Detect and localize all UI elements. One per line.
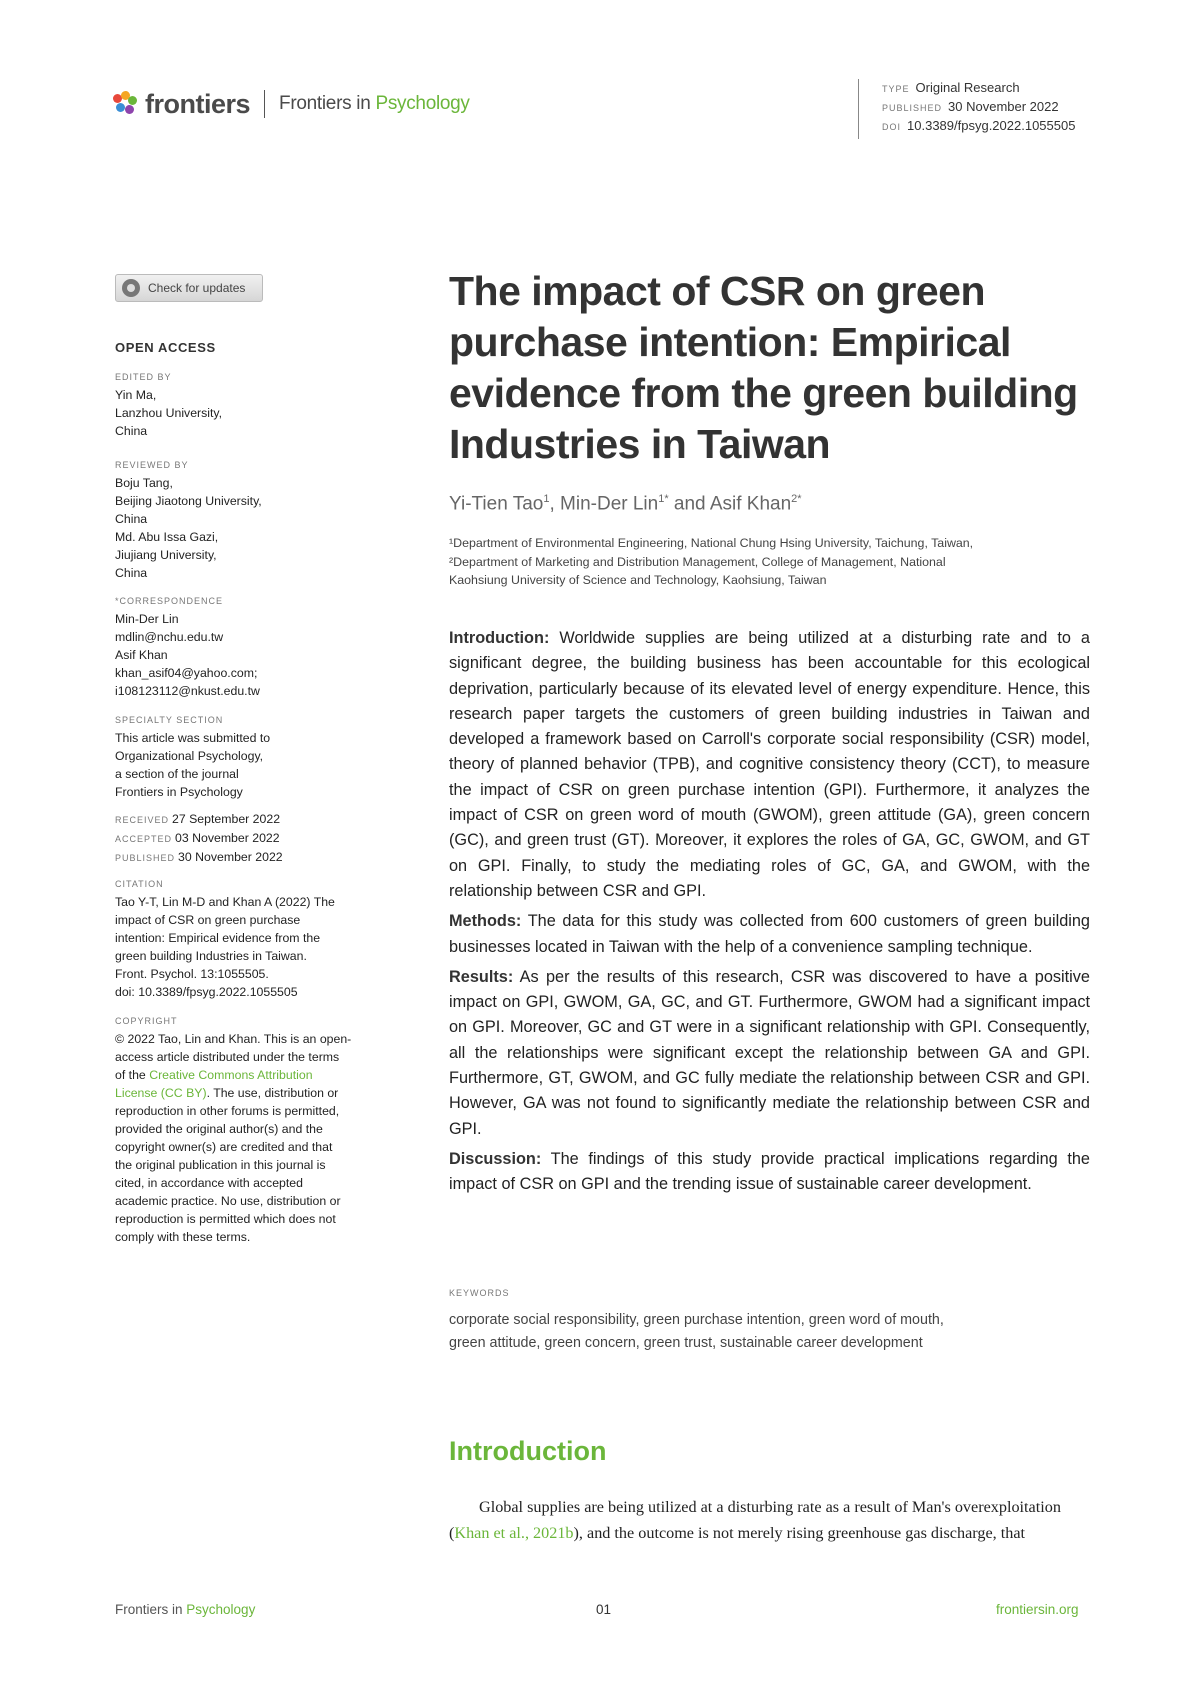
copyright-section: COPYRIGHT © 2022 Tao, Lin and Khan. This is an open- access article distributed under the terms of the Creative Commons Attribution License (CC BY). The use, distribution or reproduction in other forums is permitted, provided the original author(s) and the copyright owner(s) are credited and that the original publication in this journal is cited, in accordance with accepted academic practice. No use, distribution or reproduction is permitted which does not comply with these terms. (115, 1016, 352, 1244)
abstract-discussion: Discussion: The findings of this study provide practical implications regarding the impact of CSR on GPI and the trending issue of sustainable career development. (449, 1149, 1090, 1194)
edited-by-section: EDITED BY Yin Ma, Lanzhou University, China (115, 372, 223, 438)
keywords-label: KEYWORDS (449, 1288, 510, 1298)
article-meta (858, 79, 1075, 139)
correspondence-section: *CORRESPONDENCE Min-Der Lin mdlin@nchu.edu.tw Asif Khan khan_asif04@yahoo.com; i108123112@nkust.edu.tw (115, 594, 405, 700)
abstract-introduction: Introduction: Worldwide supplies are being utilized at a disturbing rate and to a significant degree, the building business has been accountable for this ecological deprivation, particularly because of its elevated level of energy expenditure. Hence, this research paper targets the customers of green building industries in Taiwan and developed a framework based on Carroll's corporate social responsibility (CSR) model, theory of planned behavior (TPB), and cognitive consistency theory (CCT), to measure the impact of CSR on green purchase intention (GPI). Furthermore, it analyzes the impact of CSR on green word of mouth (GWOM), green attitude (GA), green concern (GC), and green trust (GT). Moreover, it explores the roles of GA, GC, GWOM, and GT on GPI. Finally, to study the mediating roles of GC, GA, and GWOM, with the relationship between CSR and GPI. (449, 629, 1090, 900)
citation-section: CITATION Tao Y-T, Lin M-D and Khan A (2022) The impact of CSR on green purchase intention: Empirical evidence from the green building Industries in Taiwan. Front. Psychol. 13:1055505. doi: 10.3389/fpsyg.2022.1055505 (115, 879, 335, 999)
section-heading-introduction: Introduction (449, 1436, 607, 1466)
author-name[interactable]: , Min-Der Lin (549, 493, 659, 515)
author-name[interactable]: and Asif Khan (668, 493, 792, 515)
footer-site-link[interactable]: frontiersin.org (996, 1602, 1079, 1617)
introduction-body: Global supplies are being utilized at a disturbing rate as a result of Man's overexploitation (Khan et al., 2021b), and the outcome is not merely rising greenhouse gas discharge, that (449, 1498, 1061, 1542)
email-link[interactable]: khan_asif04@yahoo.com; (115, 666, 258, 680)
cc-license-link[interactable]: Creative Commons Attribution (149, 1068, 313, 1082)
dates-section: RECEIVED 27 September 2022 ACCEPTED 03 November 2022 PUBLISHED 30 November 2022 (115, 812, 283, 864)
page-number: 01 (596, 1602, 612, 1617)
author-name[interactable]: Yi-Tien Tao (449, 493, 544, 515)
check-for-updates-button[interactable] (115, 274, 263, 302)
published-row: PUBLISHED 30 November 2022 (882, 99, 1059, 114)
open-access-label: OPEN ACCESS (115, 340, 216, 355)
check-for-updates-label: Check for updates (148, 281, 246, 295)
keywords: corporate social responsibility, green purchase intention, green word of mouth, green attitude, green concern, green trust, sustainable career development (449, 1312, 944, 1351)
abstract (449, 626, 1090, 1203)
author-list: Yi-Tien Tao$^1$, Min-Der Lin$^{1*}$ and Asif Khan$^{2*}$ (449, 493, 802, 515)
type-row: TYPE Original Research (882, 80, 1020, 95)
citation-link[interactable]: Khan et al., 2021b (454, 1523, 574, 1542)
affiliations: ¹Department of Environmental Engineering, National Chung Hsing University, Taichung, Taiwan, ²Department of Marketing and Distribution Management, College of Management, National Kaohsiung University of Science and Technology, Kaohsiung, Taiwan (449, 536, 974, 587)
journal-name: Frontiers in Psychology (279, 93, 470, 114)
article-title: The impact of CSR on green purchase intention: Empirical evidence from the green building Industries in Taiwan (449, 268, 1078, 467)
logo-divider (264, 90, 265, 118)
cc-license-link[interactable]: License (CC BY) (115, 1086, 207, 1100)
reviewed-by-section: REVIEWED BY Boju Tang, Beijing Jiaotong University, China Md. Abu Issa Gazi, Jiujiang University, China (115, 460, 262, 580)
abstract-methods: Methods: The data for this study was collected from 600 customers of green building businesses located in Taiwan with the help of a convenience sampling technique. (449, 912, 1090, 956)
footer-journal: Frontiers in Psychology (115, 1602, 256, 1617)
email-link[interactable]: i108123112@nkust.edu.tw (115, 684, 260, 698)
logo-word: frontiers (145, 88, 251, 119)
frontiers-logo-icon (113, 91, 139, 117)
abstract-results: Results: As per the results of this research, CSR was discovered to have a positive impact on GPI, GWOM, GA, GC, and GT. Furthermore, GWOM had a significant impact on GPI. Moreover, GC and GT were in a significant relationship with GPI. Consequently, all the relationships were significant except the relationship between GA and GPI. Furthermore, GT, GWOM, and GC fully mediate the relationship between CSR and GPI. However, GA was not found to significantly mediate the relationship between CSR and GPI. (449, 967, 1090, 1138)
update-icon (122, 279, 140, 297)
email-link[interactable]: mdlin@nchu.edu.tw (115, 630, 224, 644)
doi-row[interactable]: DOI 10.3389/fpsyg.2022.1055505 (882, 118, 1076, 133)
specialty-section: SPECIALTY SECTION This article was submitted to Organizational Psychology, a section of the journal Frontiers in Psychology (115, 715, 271, 799)
frontiers-logo[interactable] (113, 88, 470, 120)
